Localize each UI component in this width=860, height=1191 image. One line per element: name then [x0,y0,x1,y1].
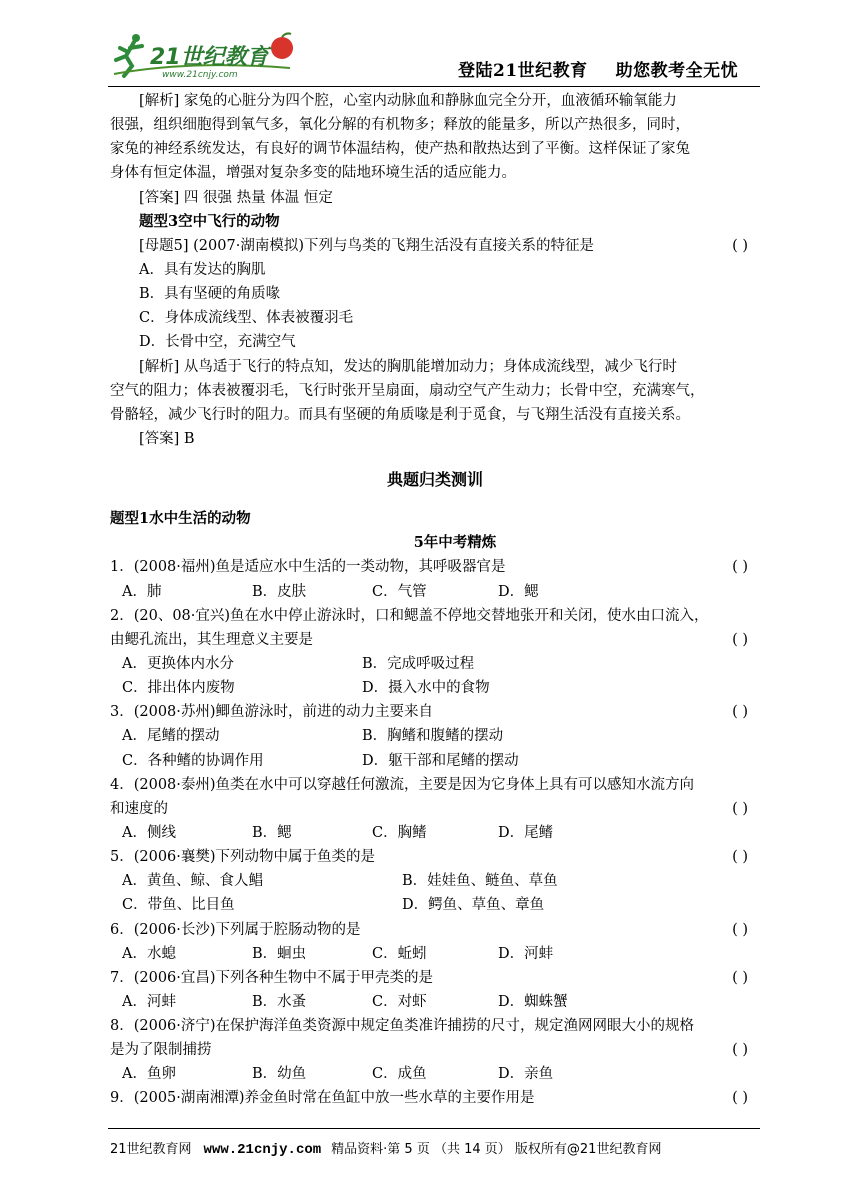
text-line: 很强，组织细胞得到氧气多，氧化分解的有机物多；释放的能量多，所以产热很多，同时， [110,117,690,134]
option-choice: A．尾鳍的摆动 [122,728,220,745]
answer-blank: ( ) [732,1042,748,1059]
footer-site: www.21cnjy.com [203,1142,322,1158]
question-stem: 6．(2006·长沙)下列属于腔肠动物的是 [110,921,361,938]
option-row [110,652,760,676]
option-line: C．身体成流线型、体表被覆羽毛 [139,310,354,327]
header-divider [108,86,760,87]
option-choice: B．水蚤 [252,993,307,1010]
question-stem-line [110,1086,760,1110]
question-stem: 4．(2008·泰州)鱼类在水中可以穿越任何激流，主要是因为它身体上具有可以感知水流方向 [110,776,695,793]
option-choice: C．对虾 [372,993,427,1010]
footer-divider [108,1128,760,1129]
option-choice: B．鳃 [252,824,292,841]
question-stem: 8．(2006·济宁)在保护海洋鱼类资源中规定鱼类准许捕捞的尺寸，规定渔网网眼大小的规格 [110,1018,695,1035]
question-item [110,604,760,701]
option-choice: A．黄鱼、鲸、食人鲳 [122,873,263,890]
answer-blank: ( ) [732,921,748,938]
option-choice: A．鱼卵 [122,1066,176,1083]
question-stem: 是为了限制捕捞 [110,1042,212,1059]
question-stem-line [110,918,760,942]
slogan-right: 助您教考全无忧 [615,61,739,81]
option-row [110,893,760,917]
option-choice: B．胸鳍和腹鳍的摆动 [362,728,504,745]
answer-line-1: [答案] 四 很强 热量 体温 恒定 [139,189,333,206]
option-choice: C．成鱼 [372,1066,427,1083]
option-choice: C．气管 [372,583,427,600]
option-choice: C．带鱼、比目鱼 [122,897,235,914]
option-row [110,749,760,773]
question-stem-line [110,773,760,797]
answer-blank: ( ) [732,849,748,866]
section-heading-type3: 题型3空中飞行的动物 [139,212,280,230]
option-choice: A．更换体内水分 [122,655,234,672]
answer-blank: ( ) [732,1090,748,1107]
question-stem-line [110,555,760,579]
option-choice: C．各种鳍的协调作用 [122,752,264,769]
logo-text: 21世纪教育 [150,45,269,70]
text-line: [解析] 家兔的心脏分为四个腔，心室内动脉血和静脉血完全分开，血液循环输氧能力 [139,93,677,109]
answer-blank: ( ) [732,704,748,721]
option-choice: D．鳄鱼、草鱼、章鱼 [402,897,545,914]
footer-right: 精品资料·第 5 页 （共 14 页） 版权所有@21世纪教育网 [331,1142,662,1157]
option-row [110,869,760,893]
question-stem: 5．(2006·襄樊)下列动物中属于鱼类的是 [110,849,376,866]
answer-blank: ( ) [732,237,748,254]
option-line: B．具有坚硬的角质喙 [139,286,281,303]
question-item [110,845,760,917]
site-logo [110,30,310,82]
text-line: [解析] 从鸟适于飞行的特点知，发达的胸肌能增加动力；身体成流线型，减少飞行时 [139,358,677,375]
section-heading-type1: 题型1水中生活的动物 [110,510,251,528]
question-stem: 1．(2008·福州)鱼是适应水中生活的一类动物，其呼吸器官是 [110,559,506,576]
option-row [110,942,760,966]
option-choice: D．亲鱼 [498,1066,554,1083]
question-item [110,1086,760,1110]
answer-line-2: [答案] B [139,430,195,447]
analysis-block-2 [110,355,760,427]
logo-graphic [110,30,310,82]
option-choice: D．摄入水中的食物 [362,680,490,697]
section-title: 典题归类测训 [386,470,483,490]
question-stem: 2．(20、08·宜兴)鱼在水中停止游泳时，口和鳃盖不停地交替地张开和关闭，使水由口流入， [110,607,709,624]
option-row [110,990,760,1014]
option-choice: D．尾鳍 [498,824,554,841]
question-stem: 3．(2008·苏州)鲫鱼游泳时，前进的动力主要来自 [110,704,434,721]
question-stem-line [110,797,760,821]
question-list [110,555,760,1110]
option-row [110,821,760,845]
option-row [110,580,760,604]
option-choice: C．蚯蚓 [372,945,427,962]
sub-heading: 5年中考精炼 [413,534,497,552]
question-stem-line [110,604,760,628]
header-slogan [458,56,738,81]
option-row [110,676,760,700]
option-line: A．具有发达的胸肌 [139,261,266,278]
option-choice: A．侧线 [122,824,176,841]
question-stem-line [110,1014,760,1038]
option-choice: A．河蚌 [122,993,176,1010]
question-stem: 和速度的 [110,800,168,817]
logo-url: www.21cnjy.com [162,70,238,80]
question-item [110,555,760,603]
question-stem-line [110,628,760,652]
question-stem: 9．(2005·湖南湘潭)养金鱼时常在鱼缸中放一些水草的主要作用是 [110,1090,535,1107]
option-row [110,724,760,748]
slogan-left: 登陆21世纪教育 [458,61,588,81]
option-choice: B．娃娃鱼、鲢鱼、草鱼 [402,873,558,890]
question-item [110,918,760,966]
option-choice: D．鳃 [498,583,539,600]
option-choice: B．幼鱼 [252,1066,307,1083]
option-choice: B．蛔虫 [252,945,307,962]
question-stem-line [110,1038,760,1062]
question-stem: [母题5] (2007·湖南模拟)下列与鸟类的飞翔生活没有直接关系的特征是 [139,237,594,254]
option-line: D．长骨中空，充满空气 [139,334,296,351]
question-stem: 由鳃孔流出，其生理意义主要是 [110,631,313,648]
option-choice: D．河蚌 [498,945,554,962]
question-item [110,966,760,1014]
text-line: 空气的阻力；体表被覆羽毛，飞行时张开呈扇面，扇动空气产生动力；长骨中空，充满寒气， [110,382,705,399]
analysis-block-1 [110,89,760,186]
question-stem-line [110,700,760,724]
question-stem-line [110,845,760,869]
answer-blank: ( ) [732,559,748,576]
answer-blank: ( ) [732,631,748,648]
option-choice: D．躯干部和尾鳍的摆动 [362,752,519,769]
option-choice: D．蜘蛛蟹 [498,993,568,1010]
text-line: 家兔的神经系统发达，有良好的调节体温结构，使产热和散热达到了平衡。这样保证了家兔 [110,141,690,158]
option-choice: A．水螅 [122,945,176,962]
question-stem: 7．(2006·宜昌)下列各种生物中不属于甲壳类的是 [110,969,434,986]
option-choice: A．肺 [122,583,162,600]
option-row [110,1062,760,1086]
question-item [110,700,760,772]
option-choice: B．皮肤 [252,583,307,600]
option-choice: C．胸鳍 [372,824,427,841]
footer-left: 21世纪教育网 [110,1142,192,1157]
question-stem-line [110,966,760,990]
page-footer [110,1138,661,1158]
question-item [110,773,760,845]
answer-blank: ( ) [732,969,748,986]
document-body [110,89,760,1111]
mother-question-5 [110,234,760,258]
text-line: 骨骼轻，减少飞行时的阻力。而具有坚硬的角质喙是利于觅食，与飞翔生活没有直接关系。 [110,406,690,423]
option-choice: C．排出体内废物 [122,680,235,697]
question-item [110,1014,760,1086]
option-choice: B．完成呼吸过程 [362,655,475,672]
text-line: 身体有恒定体温，增强对复杂多变的陆地环境生活的适应能力。 [110,165,516,182]
answer-blank: ( ) [732,800,748,817]
